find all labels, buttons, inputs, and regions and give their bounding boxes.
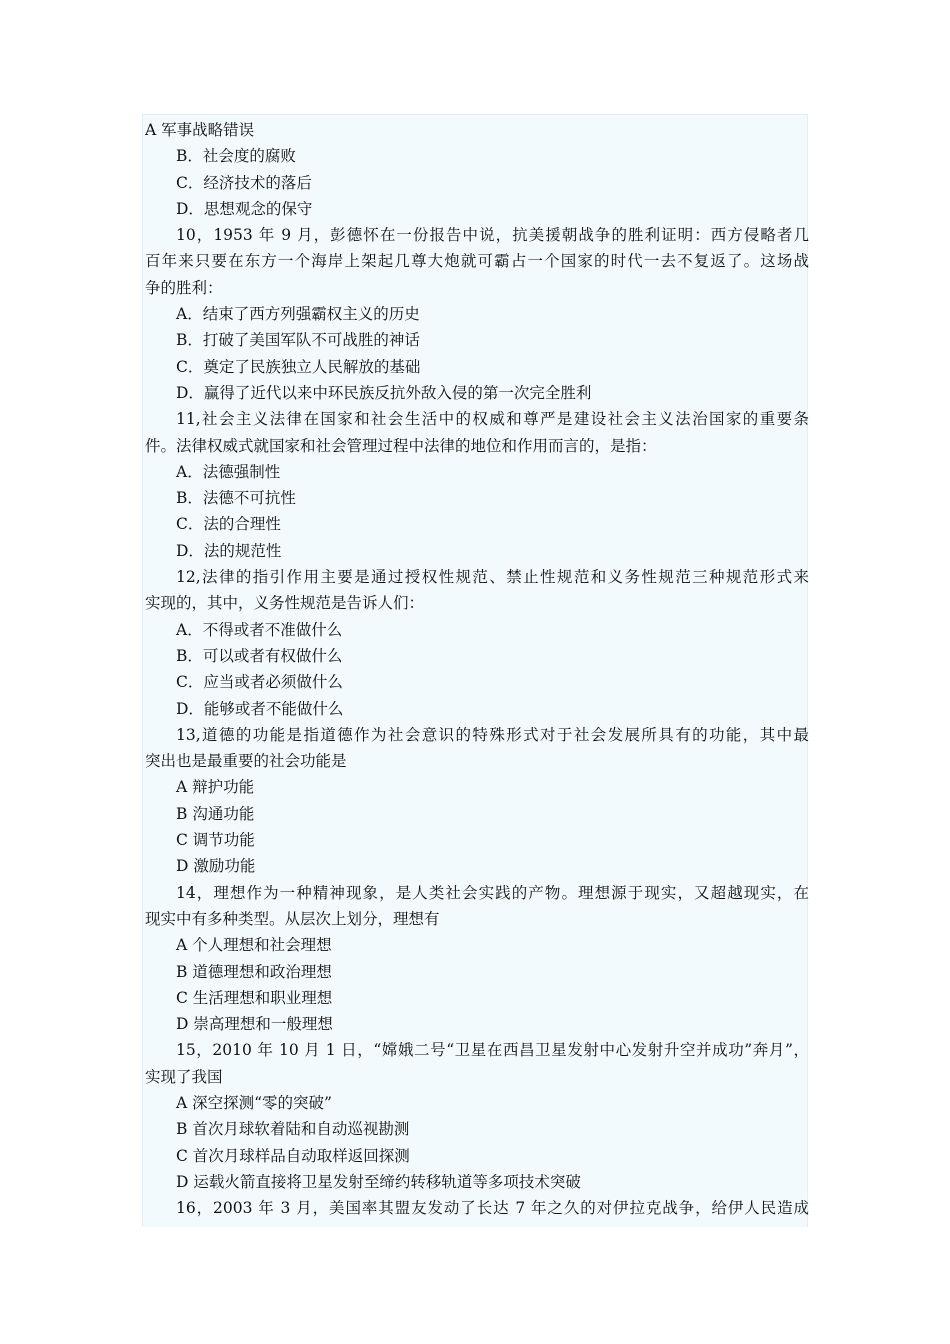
question-11: 11,社会主义法律在国家和社会生活中的权威和尊严是建设社会主义法治国家的重要条 bbox=[176, 410, 809, 429]
option-line: C．应当或者必须做什么 bbox=[176, 673, 343, 692]
option-line: C 调节功能 bbox=[176, 831, 255, 850]
question-15: 15，2010 年 10 月 1 日，“嫦娥二号“卫星在西昌卫星发射中心发射升空并成功”奔月”， bbox=[176, 1041, 809, 1060]
option-line: A 深空探测“零的突破” bbox=[176, 1093, 332, 1112]
option-line: B．法德不可抗性 bbox=[176, 489, 296, 508]
question-15-cont: 实现了我国 bbox=[145, 1067, 223, 1086]
option-line: D 崇高理想和一般理想 bbox=[176, 1015, 333, 1034]
option-line: D．思想观念的保守 bbox=[176, 199, 313, 218]
option-line: B 沟通功能 bbox=[176, 804, 255, 823]
question-13: 13,道德的功能是指道德作为社会意识的特殊形式对于社会发展所具有的功能，其中最 bbox=[176, 725, 809, 744]
question-10-cont: 争的胜利： bbox=[145, 278, 223, 297]
question-16: 16，2003 年 3 月，美国率其盟友发动了长达 7 年之久的对伊拉克战争，给伊人民造成 bbox=[176, 1199, 809, 1218]
question-12: 12,法律的指引作用主要是通过授权性规范、禁止性规范和义务性规范三种规范形式来 bbox=[176, 568, 809, 587]
option-line: C．奠定了民族独立人民解放的基础 bbox=[176, 357, 421, 376]
question-10-cont: 百年来只要在东方一个海岸上架起几尊大炮就可霸占一个国家的时代一去不复返了。这场战 bbox=[145, 252, 809, 271]
option-line: A．结束了西方列强霸权主义的历史 bbox=[176, 305, 420, 324]
option-line: B．社会度的腐败 bbox=[176, 147, 296, 166]
option-line: C 生活理想和职业理想 bbox=[176, 988, 333, 1007]
option-line: C．经济技术的落后 bbox=[176, 173, 312, 192]
option-line: B．可以或者有权做什么 bbox=[176, 646, 343, 665]
question-14: 14，理想作为一种精神现象，是人类社会实践的产物。理想源于现实，又超越现实，在 bbox=[176, 883, 809, 902]
option-line: A．不得或者不准做什么 bbox=[176, 620, 343, 639]
option-line: A．法德强制性 bbox=[176, 462, 281, 481]
option-line: B 道德理想和政治理想 bbox=[176, 962, 332, 981]
question-13-cont: 突出也是最重要的社会功能是 bbox=[145, 752, 347, 771]
question-14-cont: 现实中有多种类型。从层次上划分，理想有 bbox=[145, 909, 440, 928]
question-12-cont: 实现的，其中，义务性规范是告诉人们： bbox=[145, 594, 425, 613]
option-line: C．法的合理性 bbox=[176, 515, 281, 534]
document-body bbox=[145, 117, 809, 1221]
option-line: C 首次月球样品自动取样返回探测 bbox=[176, 1146, 410, 1165]
option-line: D．法的规范性 bbox=[176, 541, 282, 560]
option-line: D 激励功能 bbox=[176, 857, 256, 876]
option-line: B 首次月球软着陆和自动巡视勘测 bbox=[176, 1120, 410, 1139]
option-line: D．赢得了近代以来中环民族反抗外敌入侵的第一次完全胜利 bbox=[176, 383, 592, 402]
question-10: 10，1953 年 9 月，彭德怀在一份报告中说，抗美援朝战争的胜利证明：西方侵略者几 bbox=[176, 226, 809, 245]
text-line: A 军事战略错误 bbox=[145, 121, 255, 139]
option-line: B．打破了美国军队不可战胜的神话 bbox=[176, 331, 420, 350]
option-line: A 辩护功能 bbox=[176, 778, 255, 797]
option-line: D．能够或者不能做什么 bbox=[176, 699, 344, 718]
option-line: D 运载火箭直接将卫星发射至缔约转移轨道等多项技术突破 bbox=[176, 1172, 581, 1191]
option-line: A 个人理想和社会理想 bbox=[176, 936, 332, 955]
question-11-cont: 件。法律权威式就国家和社会管理过程中法律的地位和作用而言的，是指： bbox=[145, 436, 657, 455]
